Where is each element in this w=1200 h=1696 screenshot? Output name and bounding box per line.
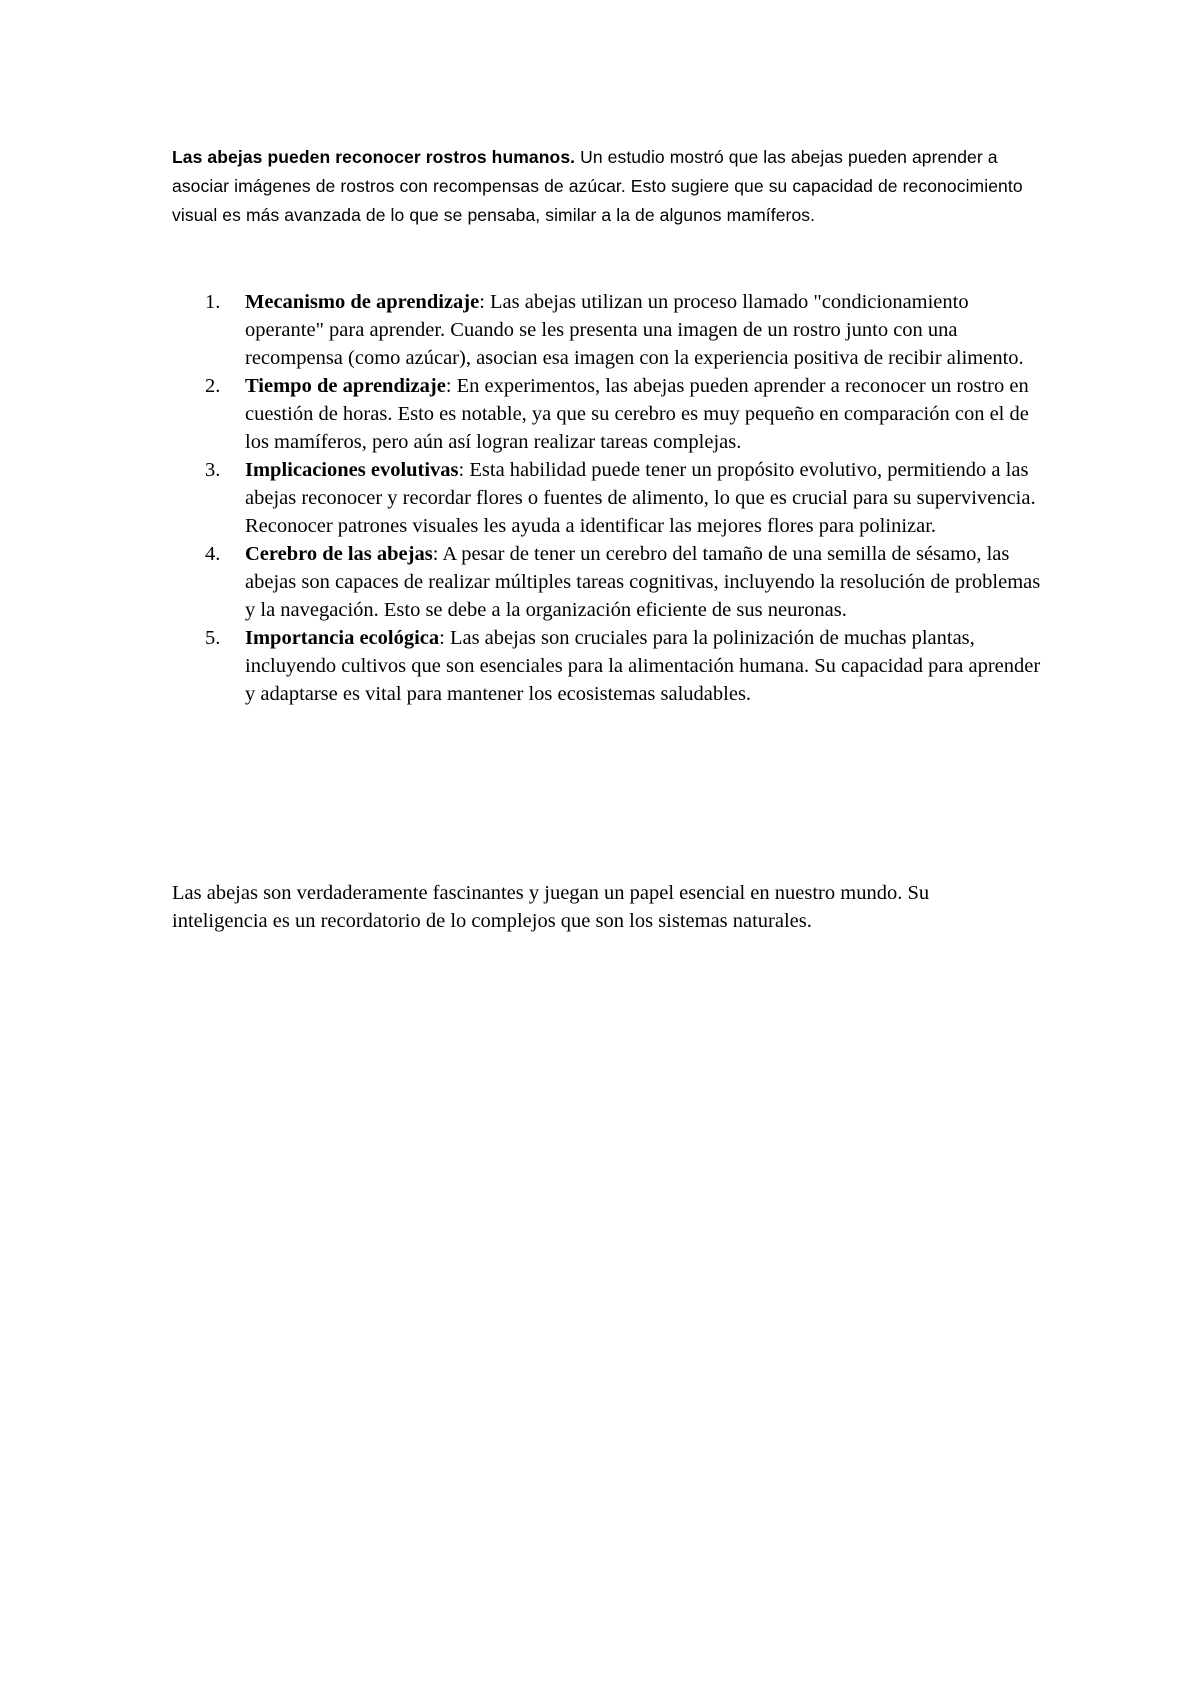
list-item (172, 624, 1047, 708)
list-item-term: Cerebro de las abejas (245, 543, 433, 565)
list-item-text: : En experimentos, las abejas pueden aprender a reconocer un rostro en cuestión de horas. Esto es notable, ya que su cerebro es muy pequeño en comparación con el de los mamíferos, pero aún así logran realizar tareas complejas. (245, 375, 1029, 453)
list-item-term: Implicaciones evolutivas (245, 459, 459, 481)
intro-text: Un estudio mostró que las abejas pueden aprender a asociar imágenes de rostros con recompensas de azúcar. Esto sugiere que su capacidad de reconocimiento visual es más avanzada de lo que se pensaba, similar a la de algunos mamíferos. (172, 147, 1023, 225)
list-item (172, 372, 1047, 456)
list-item-text: : Esta habilidad puede tener un propósito evolutivo, permitiendo a las abejas reconocer y recordar flores o fuentes de alimento, lo que es crucial para su supervivencia. Reconocer patrones visuales les ayuda a identificar las mejores flores para polinizar. (245, 459, 1036, 537)
list-item-term: Mecanismo de aprendizaje (245, 291, 480, 313)
closing-paragraph: Las abejas son verdaderamente fascinantes y juegan un papel esencial en nuestro mundo. Su inteligencia es un recordatorio de lo complejos que son los sistemas naturales. (172, 882, 930, 932)
intro-lead: Las abejas pueden reconocer rostros humanos. (172, 147, 576, 167)
list-item-number: 2. (205, 375, 221, 397)
list-item-number: 4. (205, 543, 221, 565)
list-item (172, 288, 1047, 372)
list-item (172, 540, 1047, 624)
list-item-number: 3. (205, 459, 221, 481)
list-item-text: : Las abejas son cruciales para la polinización de muchas plantas, incluyendo cultivos que son esenciales para la alimentación humana. Su capacidad para aprender y adaptarse es vital para mantener los ecosistemas saludables. (245, 627, 1041, 705)
list-item (172, 456, 1047, 540)
list-item-text: : Las abejas utilizan un proceso llamado "condicionamiento operante" para aprender. Cuando se les presenta una imagen de un rostro junto con una recompensa (como azúcar), asocian esa imagen con la experiencia positiva de recibir alimento. (245, 291, 1024, 369)
intro-paragraph (172, 143, 1032, 230)
list-item-number: 5. (205, 627, 221, 649)
list-item-term: Importancia ecológica (245, 627, 440, 649)
facts-list (172, 288, 1047, 708)
list-item-term: Tiempo de aprendizaje (245, 375, 446, 397)
list-item-number: 1. (205, 291, 221, 313)
list-item-text: : A pesar de tener un cerebro del tamaño de una semilla de sésamo, las abejas son capaces de realizar múltiples tareas cognitivas, incluyendo la resolución de problemas y la navegación. Esto se debe a la organización eficiente de sus neuronas. (245, 543, 1041, 621)
